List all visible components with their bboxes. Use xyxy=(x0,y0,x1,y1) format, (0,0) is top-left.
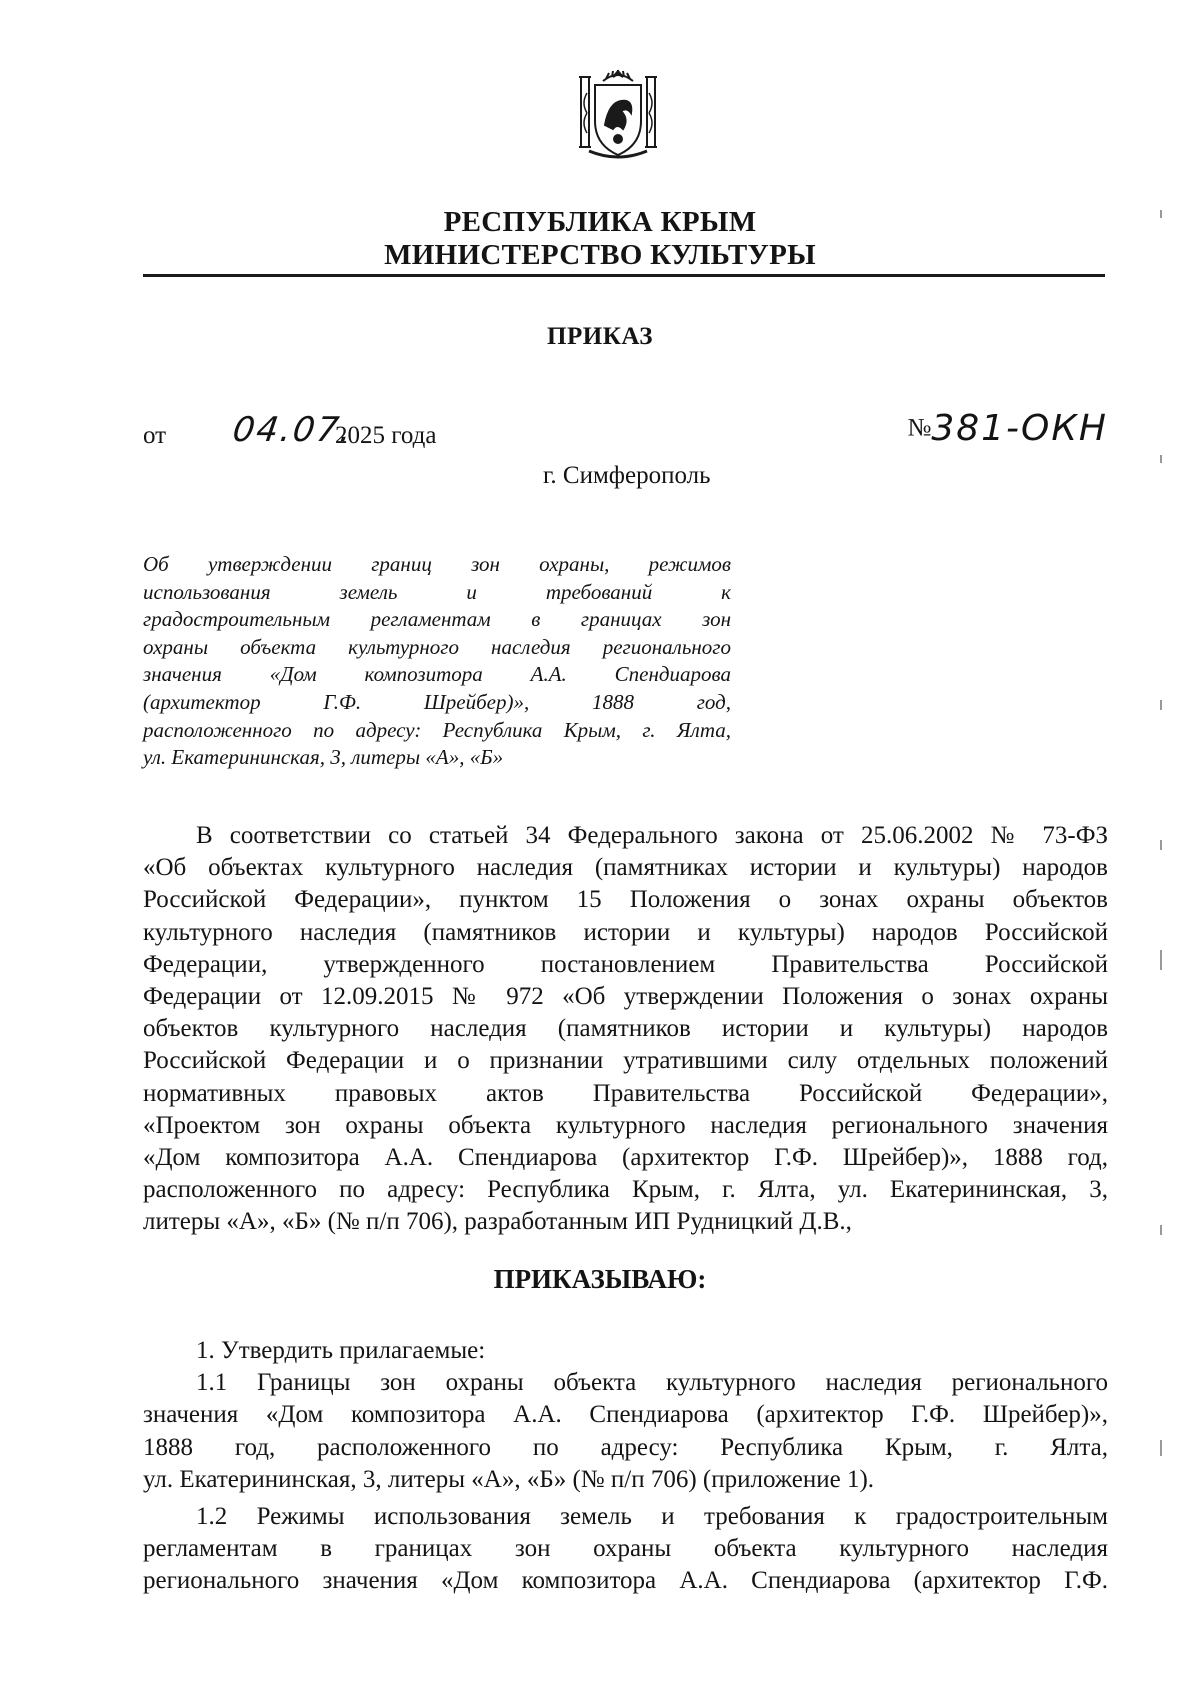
scan-mark xyxy=(1160,210,1162,218)
preamble-paragraph xyxy=(143,820,1108,1239)
handwritten-number: 381-ОКН xyxy=(931,408,1108,449)
body-line: «Об объектах культурного наследия (памятниках истории и культуры) народов xyxy=(143,854,1108,882)
body-line: Федерации от 12.09.2015 № 972 «Об утверждении Положения о зонах охраны xyxy=(143,983,1108,1011)
subject-line: расположенного по адресу: Республика Крым, г. Ялта, xyxy=(143,717,731,742)
date-number-row xyxy=(143,408,1108,466)
order-title: ПРИКАЗ xyxy=(547,323,653,350)
handwritten-date: 04.07. xyxy=(230,410,356,450)
body-line: «Дом композитора А.А. Спендиарова (архитектор Г.Ф. Шрейбер)», 1888 год, xyxy=(143,1144,1108,1172)
order-items xyxy=(143,1335,1108,1598)
date-year: 2025 года xyxy=(335,422,437,449)
body-line: Российской Федерации и о признании утратившими силу отдельных положений xyxy=(143,1047,1108,1075)
item-1-2-line: 1.2 Режимы использования земель и требования к градостроительным xyxy=(196,1503,1108,1531)
header-divider xyxy=(143,274,1105,277)
subject-line: ул. Екатерининская, 3, литеры «А», «Б» xyxy=(143,745,504,770)
scan-mark xyxy=(1160,1225,1162,1235)
date-prefix: от xyxy=(143,422,167,449)
body-line: нормативных правовых актов Правительства Российской Федерации», xyxy=(143,1079,1108,1107)
scan-mark xyxy=(1160,840,1162,850)
body-line: Российской Федерации», пунктом 15 Положения о зонах охраны объектов xyxy=(143,886,1108,914)
body-line: объектов культурного наследия (памятников истории и культуры) народов xyxy=(143,1015,1108,1043)
body-line: В соответствии со статьей 34 Федерального закона от 25.06.2002 № 73-ФЗ xyxy=(196,822,1108,849)
body-line: «Проектом зон охраны объекта культурного наследия регионального значения xyxy=(143,1111,1108,1139)
item-1-1-line: 1.1 Границы зон охраны объекта культурного наследия регионального xyxy=(196,1369,1108,1397)
subject-line: значения «Дом композитора А.А. Спендиарова xyxy=(143,662,731,687)
body-line: расположенного по адресу: Республика Крым, г. Ялта, ул. Екатерининская, 3, xyxy=(143,1176,1108,1204)
order-subject xyxy=(143,551,731,772)
crimea-coat-of-arms-icon xyxy=(573,63,663,163)
item-1-1-line: 1888 год, расположенного по адресу: Республика Крым, г. Ялта, xyxy=(143,1433,1108,1461)
subject-line: использования земель и требований к xyxy=(143,579,731,604)
subject-line: (архитектор Г.Ф. Шрейбер)», 1888 год, xyxy=(143,689,731,714)
body-line: культурного наследия (памятников истории и культуры) народов Российской xyxy=(143,918,1108,946)
number-sign: № xyxy=(907,414,932,442)
republic-heading: РЕСПУБЛИКА КРЫМ xyxy=(443,206,757,238)
body-line: Федерации, утвержденного постановлением Правительства Российской xyxy=(143,950,1108,978)
ministry-heading: МИНИСТЕРСТВО КУЛЬТУРЫ xyxy=(384,239,816,271)
scan-mark xyxy=(1160,1440,1162,1456)
city-line: г. Симферополь xyxy=(543,462,711,489)
body-line: литеры «А», «Б» (№ п/п 706), разработанным ИП Рудницкий Д.В., xyxy=(143,1208,852,1236)
item-1-2-line: регламентам в границах зон охраны объекта культурного наследия xyxy=(143,1535,1108,1563)
item-1-1-line: ул. Екатерининская, 3, литеры «А», «Б» (№ п/п 706) (приложение 1). xyxy=(143,1465,875,1493)
subject-line: Об утверждении границ зон охраны, режимов xyxy=(143,552,731,576)
order-number xyxy=(907,408,1108,449)
item-1-2-line: регионального значения «Дом композитора А.А. Спендиарова (архитектор Г.Ф. xyxy=(143,1567,1108,1595)
item-1-1-line: значения «Дом композитора А.А. Спендиарова (архитектор Г.Ф. Шрейбер)», xyxy=(143,1401,1108,1429)
subject-line: охраны объекта культурного наследия регионального xyxy=(143,634,731,659)
subject-line: градостроительным регламентам в границах зон xyxy=(143,607,731,632)
scan-mark xyxy=(1160,455,1162,463)
scan-mark xyxy=(1160,950,1162,970)
ordered-heading: ПРИКАЗЫВАЮ: xyxy=(493,1264,707,1294)
scan-mark xyxy=(1160,700,1162,710)
item-1: 1. Утвердить прилагаемые: xyxy=(196,1337,486,1364)
